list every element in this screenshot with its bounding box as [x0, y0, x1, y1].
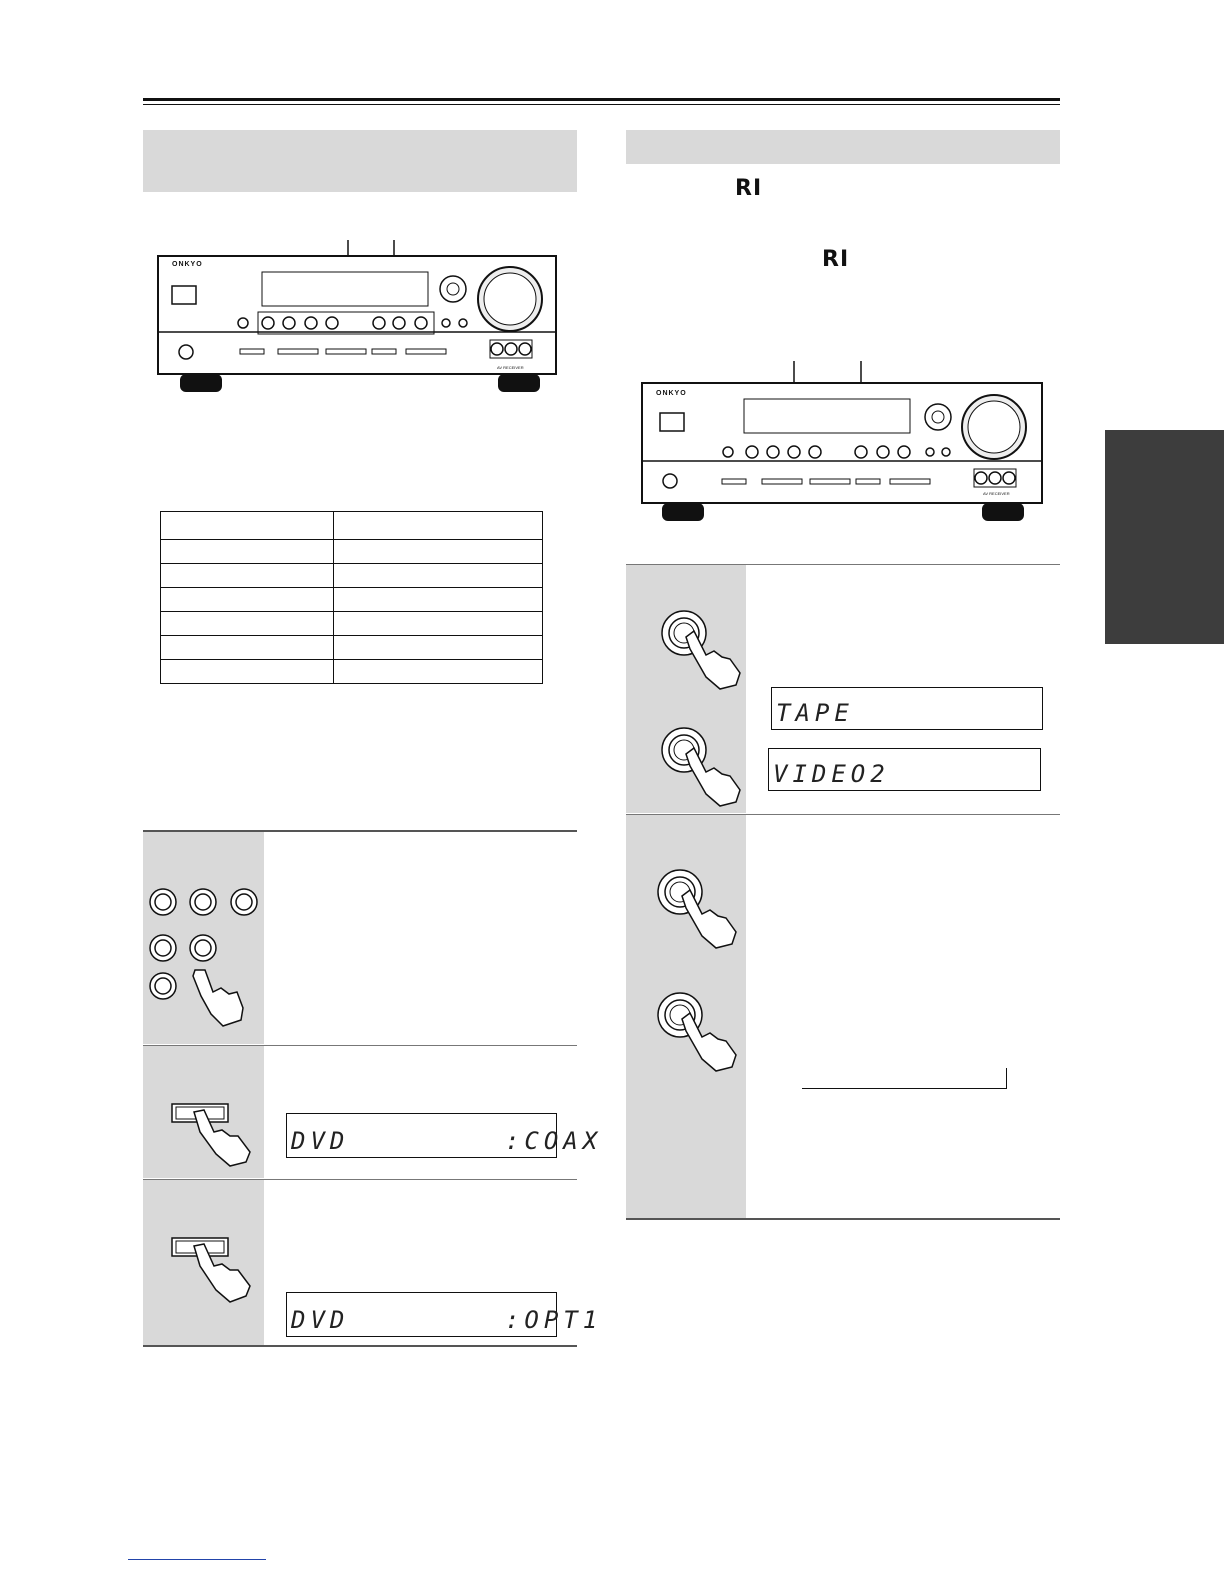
display-dvd-opt1: DVD :OPT1 — [286, 1292, 557, 1337]
assignment-table — [160, 511, 543, 684]
ri-logo-icon: RI — [735, 176, 763, 201]
chapter-side-tab — [1105, 430, 1224, 644]
input-selector-buttons-icon — [143, 880, 264, 1030]
page-header-rule-thin — [143, 104, 1060, 105]
receiver-front-panel-left — [150, 236, 560, 396]
footer-link-underline[interactable] — [128, 1559, 266, 1560]
table-row — [161, 588, 543, 612]
step-divider — [626, 1218, 1060, 1220]
display-video2: VIDEO2 — [768, 748, 1041, 791]
brand-logo-left: ONKYO — [172, 261, 203, 268]
receiver-front-panel-right — [636, 355, 1048, 525]
tape-button-icon — [656, 603, 746, 689]
video2-button-icon-2 — [650, 985, 746, 1071]
left-section-heading-band — [143, 130, 577, 192]
page-header-rule — [143, 98, 1060, 101]
diagram-bracket-tick — [1006, 1068, 1007, 1089]
model-label-left: AV RECEIVER — [497, 365, 524, 370]
table-row — [161, 540, 543, 564]
digital-input-button-icon — [160, 1096, 260, 1166]
tape-button-icon-2 — [650, 862, 746, 948]
right-section-heading-band — [626, 130, 1060, 164]
digital-input-button-icon-2 — [160, 1230, 260, 1310]
brand-logo-right: ONKYO — [656, 390, 687, 397]
display-tape: TAPE — [771, 687, 1043, 730]
table-row — [161, 636, 543, 660]
display-dvd-coax: DVD :COAX — [286, 1113, 557, 1158]
diagram-bracket-line — [802, 1088, 1007, 1089]
table-row — [161, 564, 543, 588]
ri-logo-icon-2: RI — [822, 247, 850, 272]
model-label-right: AV RECEIVER — [983, 491, 1010, 496]
video2-button-icon — [656, 720, 746, 806]
step-divider — [143, 1345, 577, 1347]
table-row — [161, 612, 543, 636]
table-row — [161, 512, 543, 540]
table-row — [161, 660, 543, 684]
